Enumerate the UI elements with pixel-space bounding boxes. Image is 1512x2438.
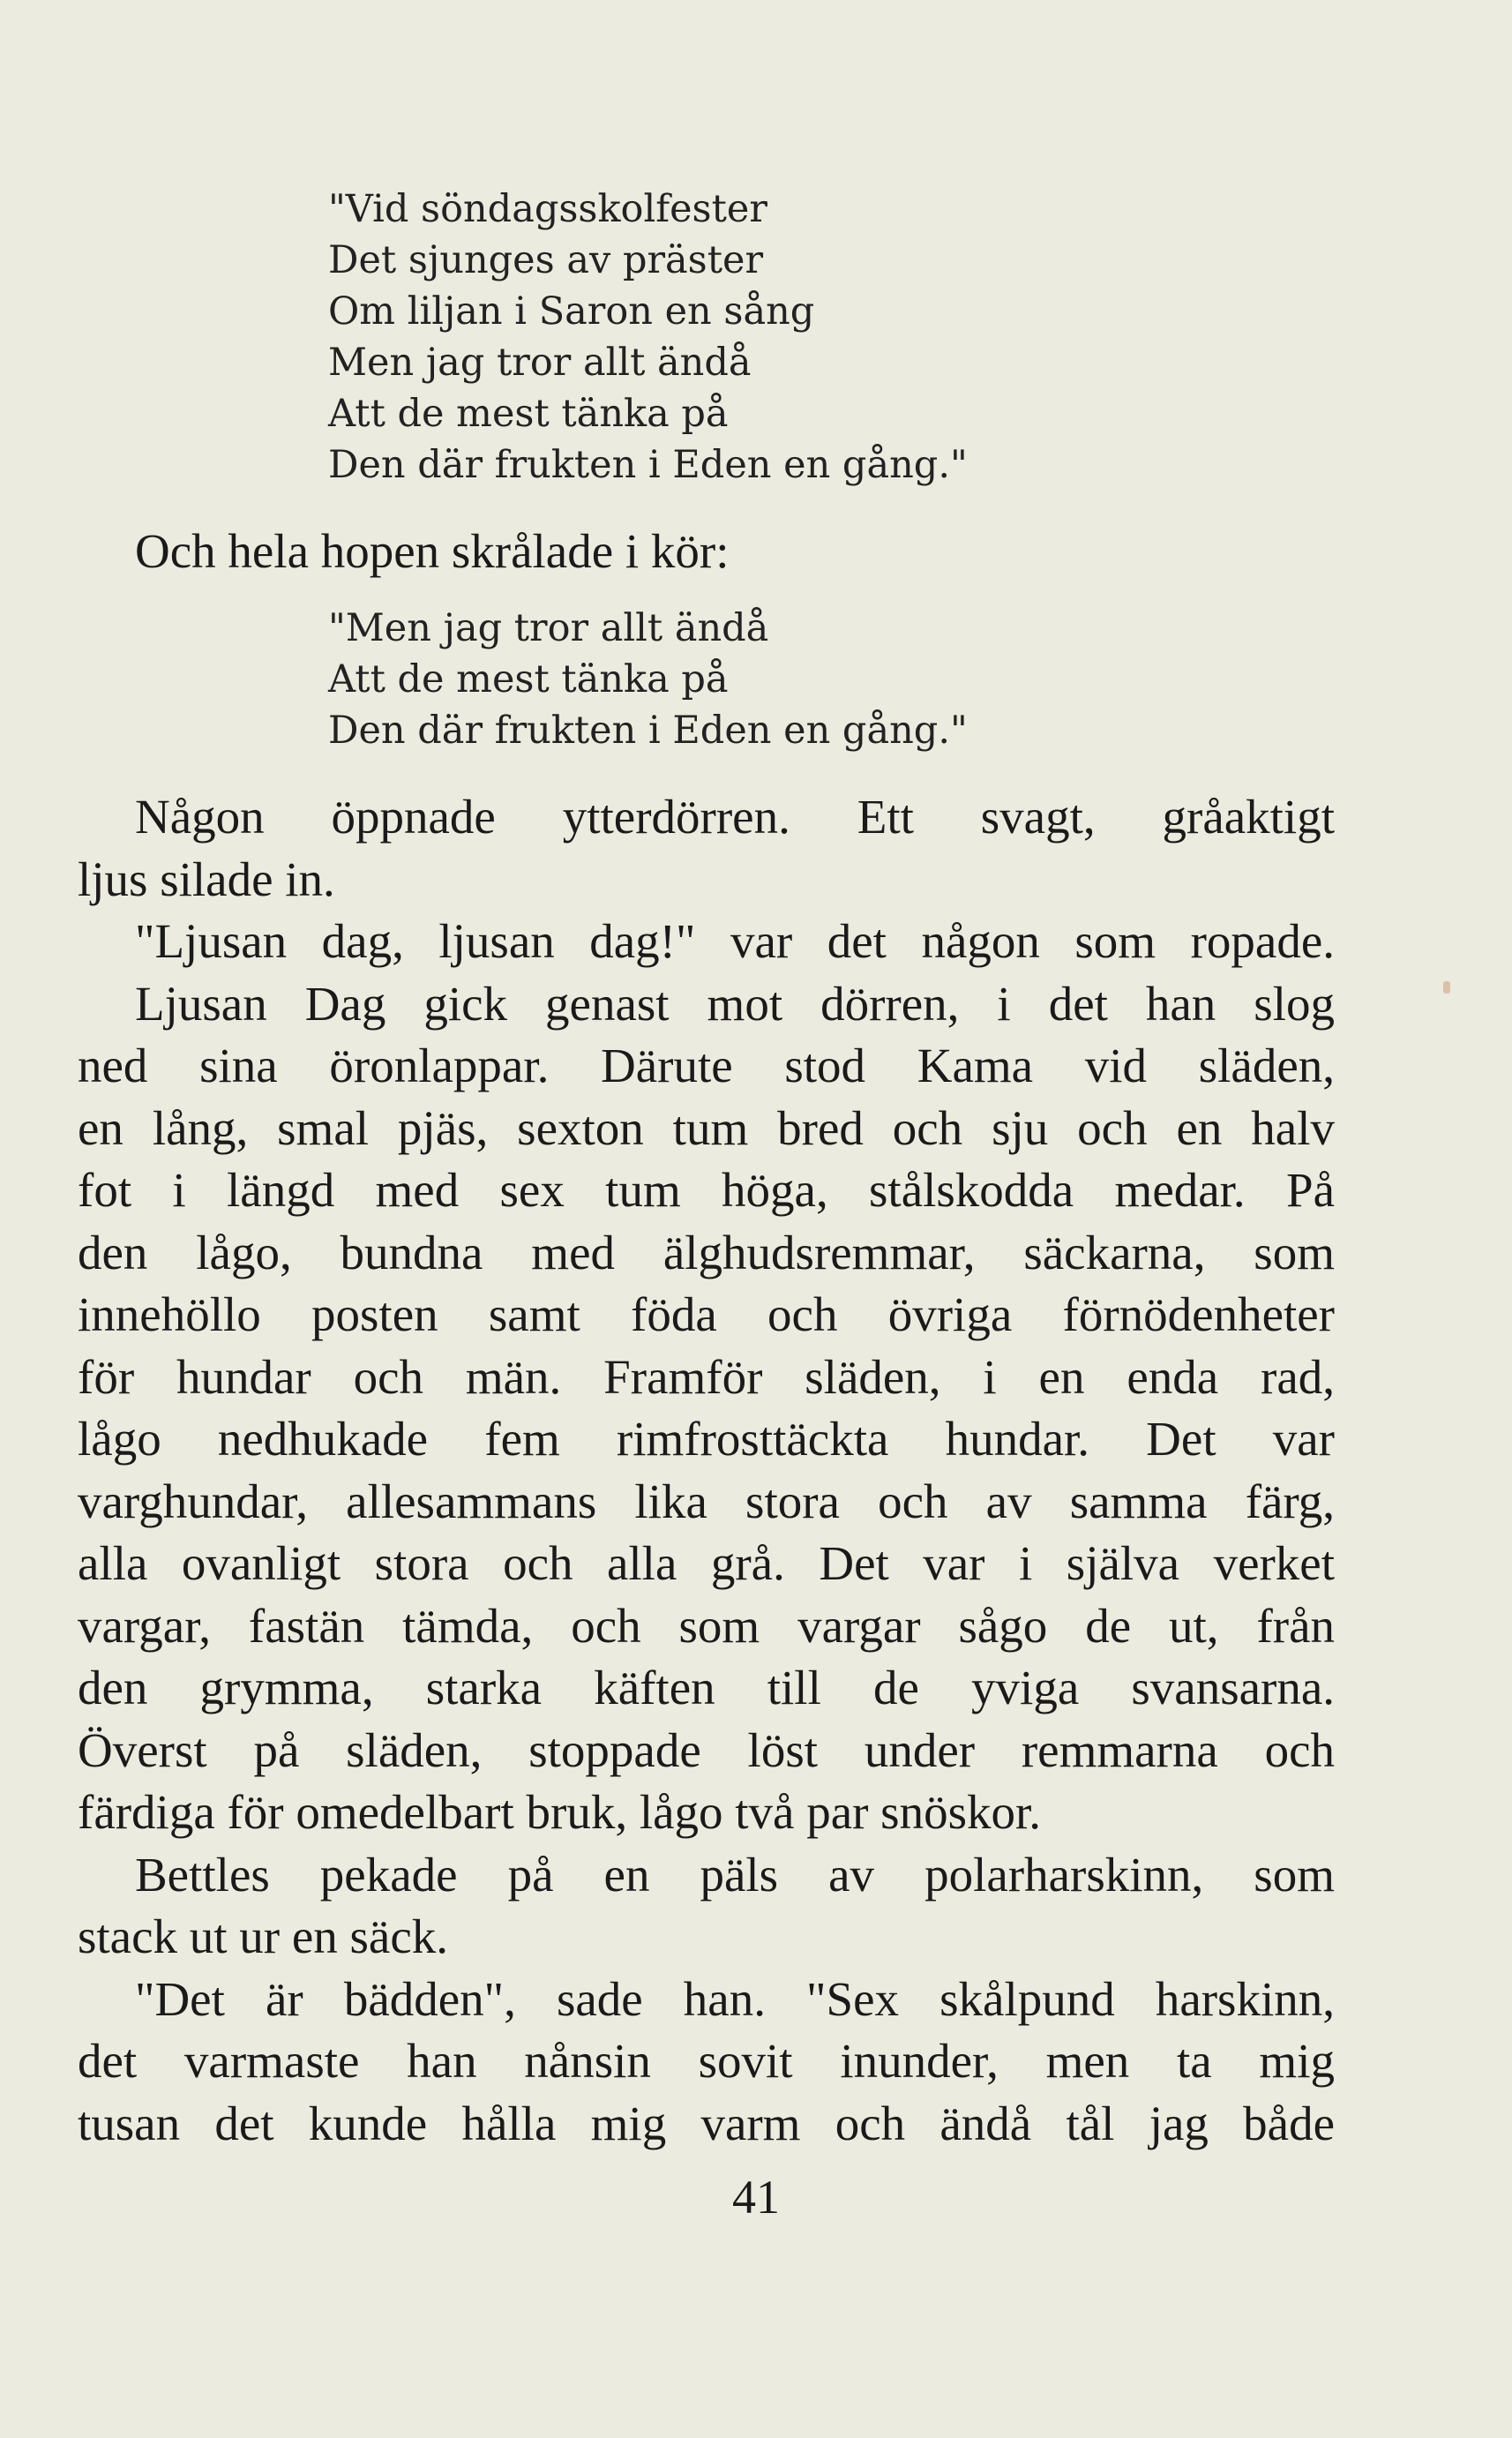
prose-line: "Ljusan dag, ljusan dag!" var det någon som ropade.	[135, 914, 1335, 968]
verse-block-2	[328, 603, 968, 756]
prose-line: tusan det kunde hålla mig varm och ändå tål jag både	[78, 2096, 1335, 2150]
page-number: 41	[732, 2171, 780, 2224]
prose-line: innehöllo posten samt föda och övriga förnödenheter	[78, 1287, 1335, 1341]
verse-line: Men jag tror allt ändå	[328, 341, 752, 385]
verse-line: "Men jag tror allt ändå	[328, 606, 769, 650]
prose-line: den grymma, starka käften till de yviga svansarna.	[78, 1661, 1335, 1714]
verse-line: "Vid söndagsskolfester	[328, 187, 767, 231]
chorus-intro-line: Och hela hopen skrålade i kör:	[135, 524, 730, 578]
prose-line: den lågo, bundna med älghudsremmar, säckarna, som	[78, 1225, 1335, 1279]
prose-line: för hundar och män. Framför släden, i en enda rad,	[78, 1349, 1335, 1404]
prose-line: ljus silade in.	[78, 851, 335, 906]
verse-line: Att de mest tänka på	[328, 657, 729, 701]
prose-line: det varmaste han nånsin sovit inunder, men ta mig	[78, 2034, 1335, 2088]
prose-line: ned sina öronlappar. Därute stod Kama vid släden,	[78, 1039, 1335, 1092]
prose-line: Överst på släden, stoppade löst under remmarna och	[78, 1722, 1335, 1777]
prose-line: "Det är bädden", sade han. "Sex skålpund harskinn,	[135, 1971, 1335, 2026]
prose-line: Någon öppnade ytterdörren. Ett svagt, gråaktigt	[135, 790, 1335, 844]
prose-body	[78, 786, 1335, 2155]
prose-line: vargar, fastän tämda, och som vargar sågo de ut, från	[78, 1598, 1335, 1653]
verse-block-1	[328, 184, 968, 491]
verse-line: Att de mest tänka på	[328, 392, 729, 436]
prose-line: en lång, smal pjäs, sexton tum bred och sju och en halv	[78, 1100, 1335, 1155]
verse-line: Den där frukten i Eden en gång."	[328, 709, 968, 753]
paper-speck	[1443, 981, 1450, 994]
verse-line: Den där frukten i Eden en gång."	[328, 443, 968, 487]
prose-line: Bettles pekade på en päls av polarharskinn, som	[135, 1847, 1335, 1902]
prose-line: fot i längd med sex tum höga, stålskodda medar. På	[78, 1163, 1335, 1217]
prose-line: Ljusan Dag gick genast mot dörren, i det han slog	[135, 976, 1335, 1031]
verse-line: Det sjunges av präster	[328, 238, 764, 282]
prose-line: alla ovanligt stora och alla grå. Det var i själva verket	[78, 1536, 1335, 1590]
prose-line: varghundar, allesammans lika stora och av samma färg,	[78, 1474, 1335, 1528]
prose-line: stack ut ur en säck.	[78, 1909, 448, 1963]
verse-line: Om liljan i Saron en sång	[328, 289, 815, 334]
prose-line: färdiga för omedelbart bruk, lågo två par snöskor.	[78, 1785, 1042, 1839]
prose-line: lågo nedhukade fem rimfrosttäckta hundar. Det var	[78, 1412, 1335, 1466]
